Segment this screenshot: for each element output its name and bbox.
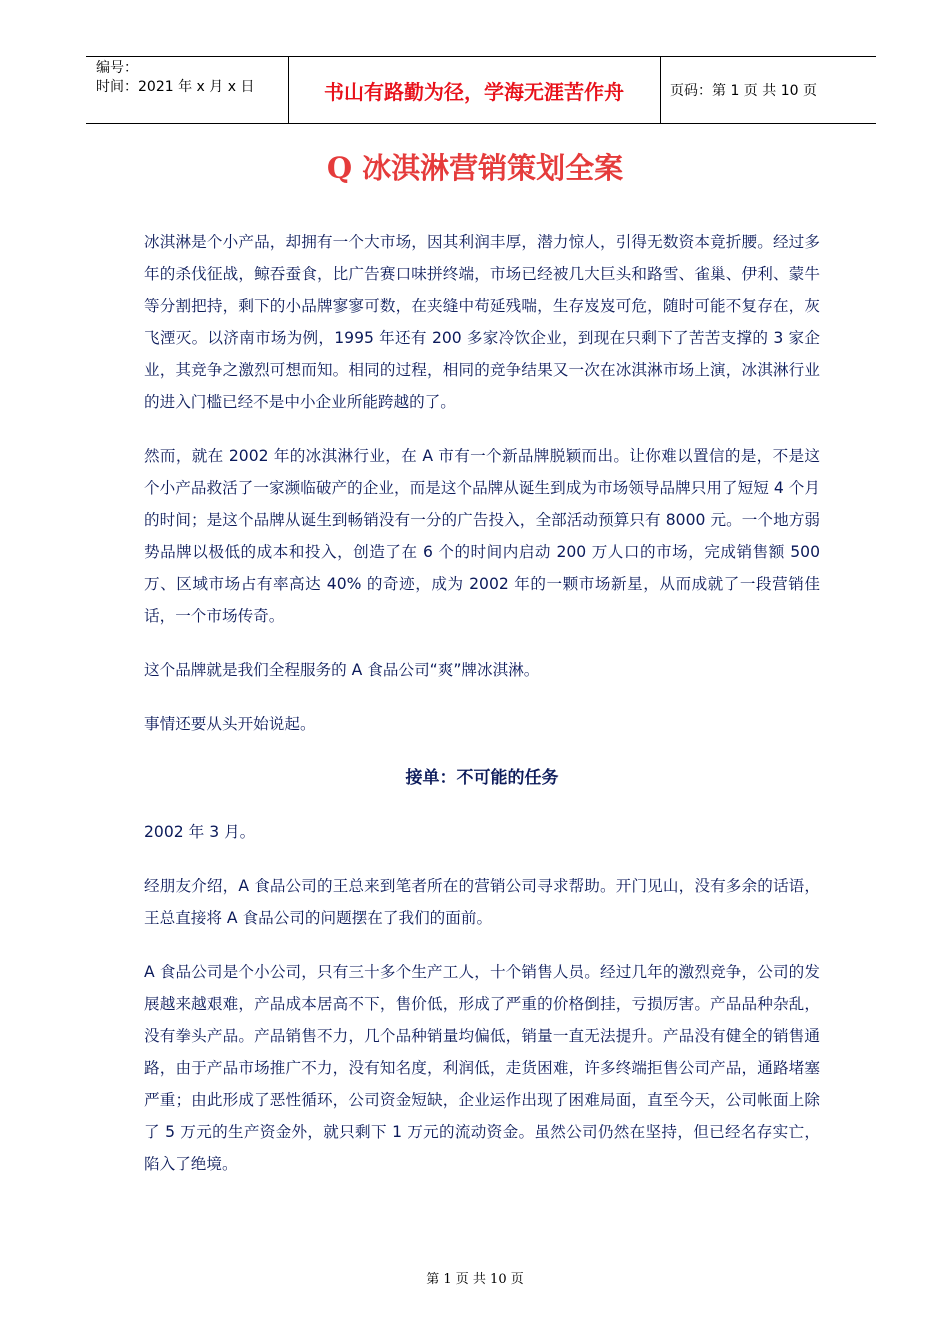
- page-header: [86, 56, 876, 124]
- document-title: Q 冰淇淋营销策划全案: [326, 151, 624, 185]
- paragraph: 2002 年 3 月。: [144, 823, 256, 841]
- paragraph: 这个品牌就是我们全程服务的 A 食品公司“爽”牌冰淇淋。: [144, 661, 540, 679]
- paragraph: A 食品公司是个小公司，只有三十多个生产工人，十个销售人员。经过几年的激烈竞争，公司的发展越来越艰难，产品成本居高不下，售价低，形成了严重的价格倒挂，亏损厉害。产品品种杂乱，没有拳头产品。产品销售不力，几个品种销量均偏低，销量一直无法提升。产品没有健全的销售通路，由于产品市场推广不力，没有知名度，利润低，走货困难，许多终端拒售公司产品，通路堵塞严重；由此形成了恶性循环，公司资金短缺，企业运作出现了困难局面，直至今天，公司帐面上除了 5 万元的生产资金外，就只剩下 1 万元的流动资金。虽然公司仍然在坚持，但已经名存实亡，陷入了绝境。: [144, 963, 820, 1173]
- paragraph: 经朋友介绍，A 食品公司的王总来到笔者所在的营销公司寻求帮助。开门见山，没有多余的话语，王总直接将 A 食品公司的问题摆在了我们的面前。: [144, 877, 820, 927]
- header-divider: [660, 56, 661, 124]
- header-page-info: 页码：第 1 页 共 10 页: [670, 83, 817, 99]
- section-heading: 接单：不可能的任务: [405, 768, 559, 788]
- paragraph: 事情还要从头开始说起。: [144, 715, 316, 733]
- number-label: 编号：: [96, 60, 138, 76]
- document-body: [144, 226, 820, 1180]
- paragraph: 然而，就在 2002 年的冰淇淋行业，在 A 市有一个新品牌脱颖而出。让你难以置信的是，不是这个小产品救活了一家濒临破产的企业，而是这个品牌从诞生到成为市场领导品牌只用了短短 4 个月的时间；是这个品牌从诞生到畅销没有一分的广告投入，全部活动预算只有 8000 元。一个地方弱势品牌以极低的成本和投入，创造了在 6 个的时间内启动 200 万人口的市场，完成销售额 500 万、区域市场占有率高达 40% 的奇迹，成为 2002 年的一颗市场新星，从而成就了一段营销佳话，一个市场传奇。: [144, 447, 820, 625]
- header-meta: [96, 59, 254, 97]
- paragraph: 冰淇淋是个小产品，却拥有一个大市场，因其利润丰厚，潜力惊人，引得无数资本竟折腰。经过多年的杀伐征战，鲸吞蚕食，比广告赛口味拼终端，市场已经被几大巨头和路雪、雀巢、伊利、蒙牛等分割把持，剩下的小品牌寥寥可数，在夹缝中苟延残喘，生存岌岌可危，随时可能不复存在，灰飞湮灭。以济南市场为例，1995 年还有 200 多家冷饮企业，到现在只剩下了苦苦支撑的 3 家企业，其竞争之激烈可想而知。相同的过程，相同的竞争结果又一次在冰淇淋市场上演，冰淇淋行业的进入门槛已经不是中小企业所能跨越的了。: [144, 233, 820, 411]
- page-footer: 第 1 页 共 10 页: [426, 1272, 524, 1287]
- time-label: 时间：2021 年 x 月 x 日: [96, 79, 255, 95]
- header-motto: 书山有路勤为径，学海无涯苦作舟: [324, 79, 624, 104]
